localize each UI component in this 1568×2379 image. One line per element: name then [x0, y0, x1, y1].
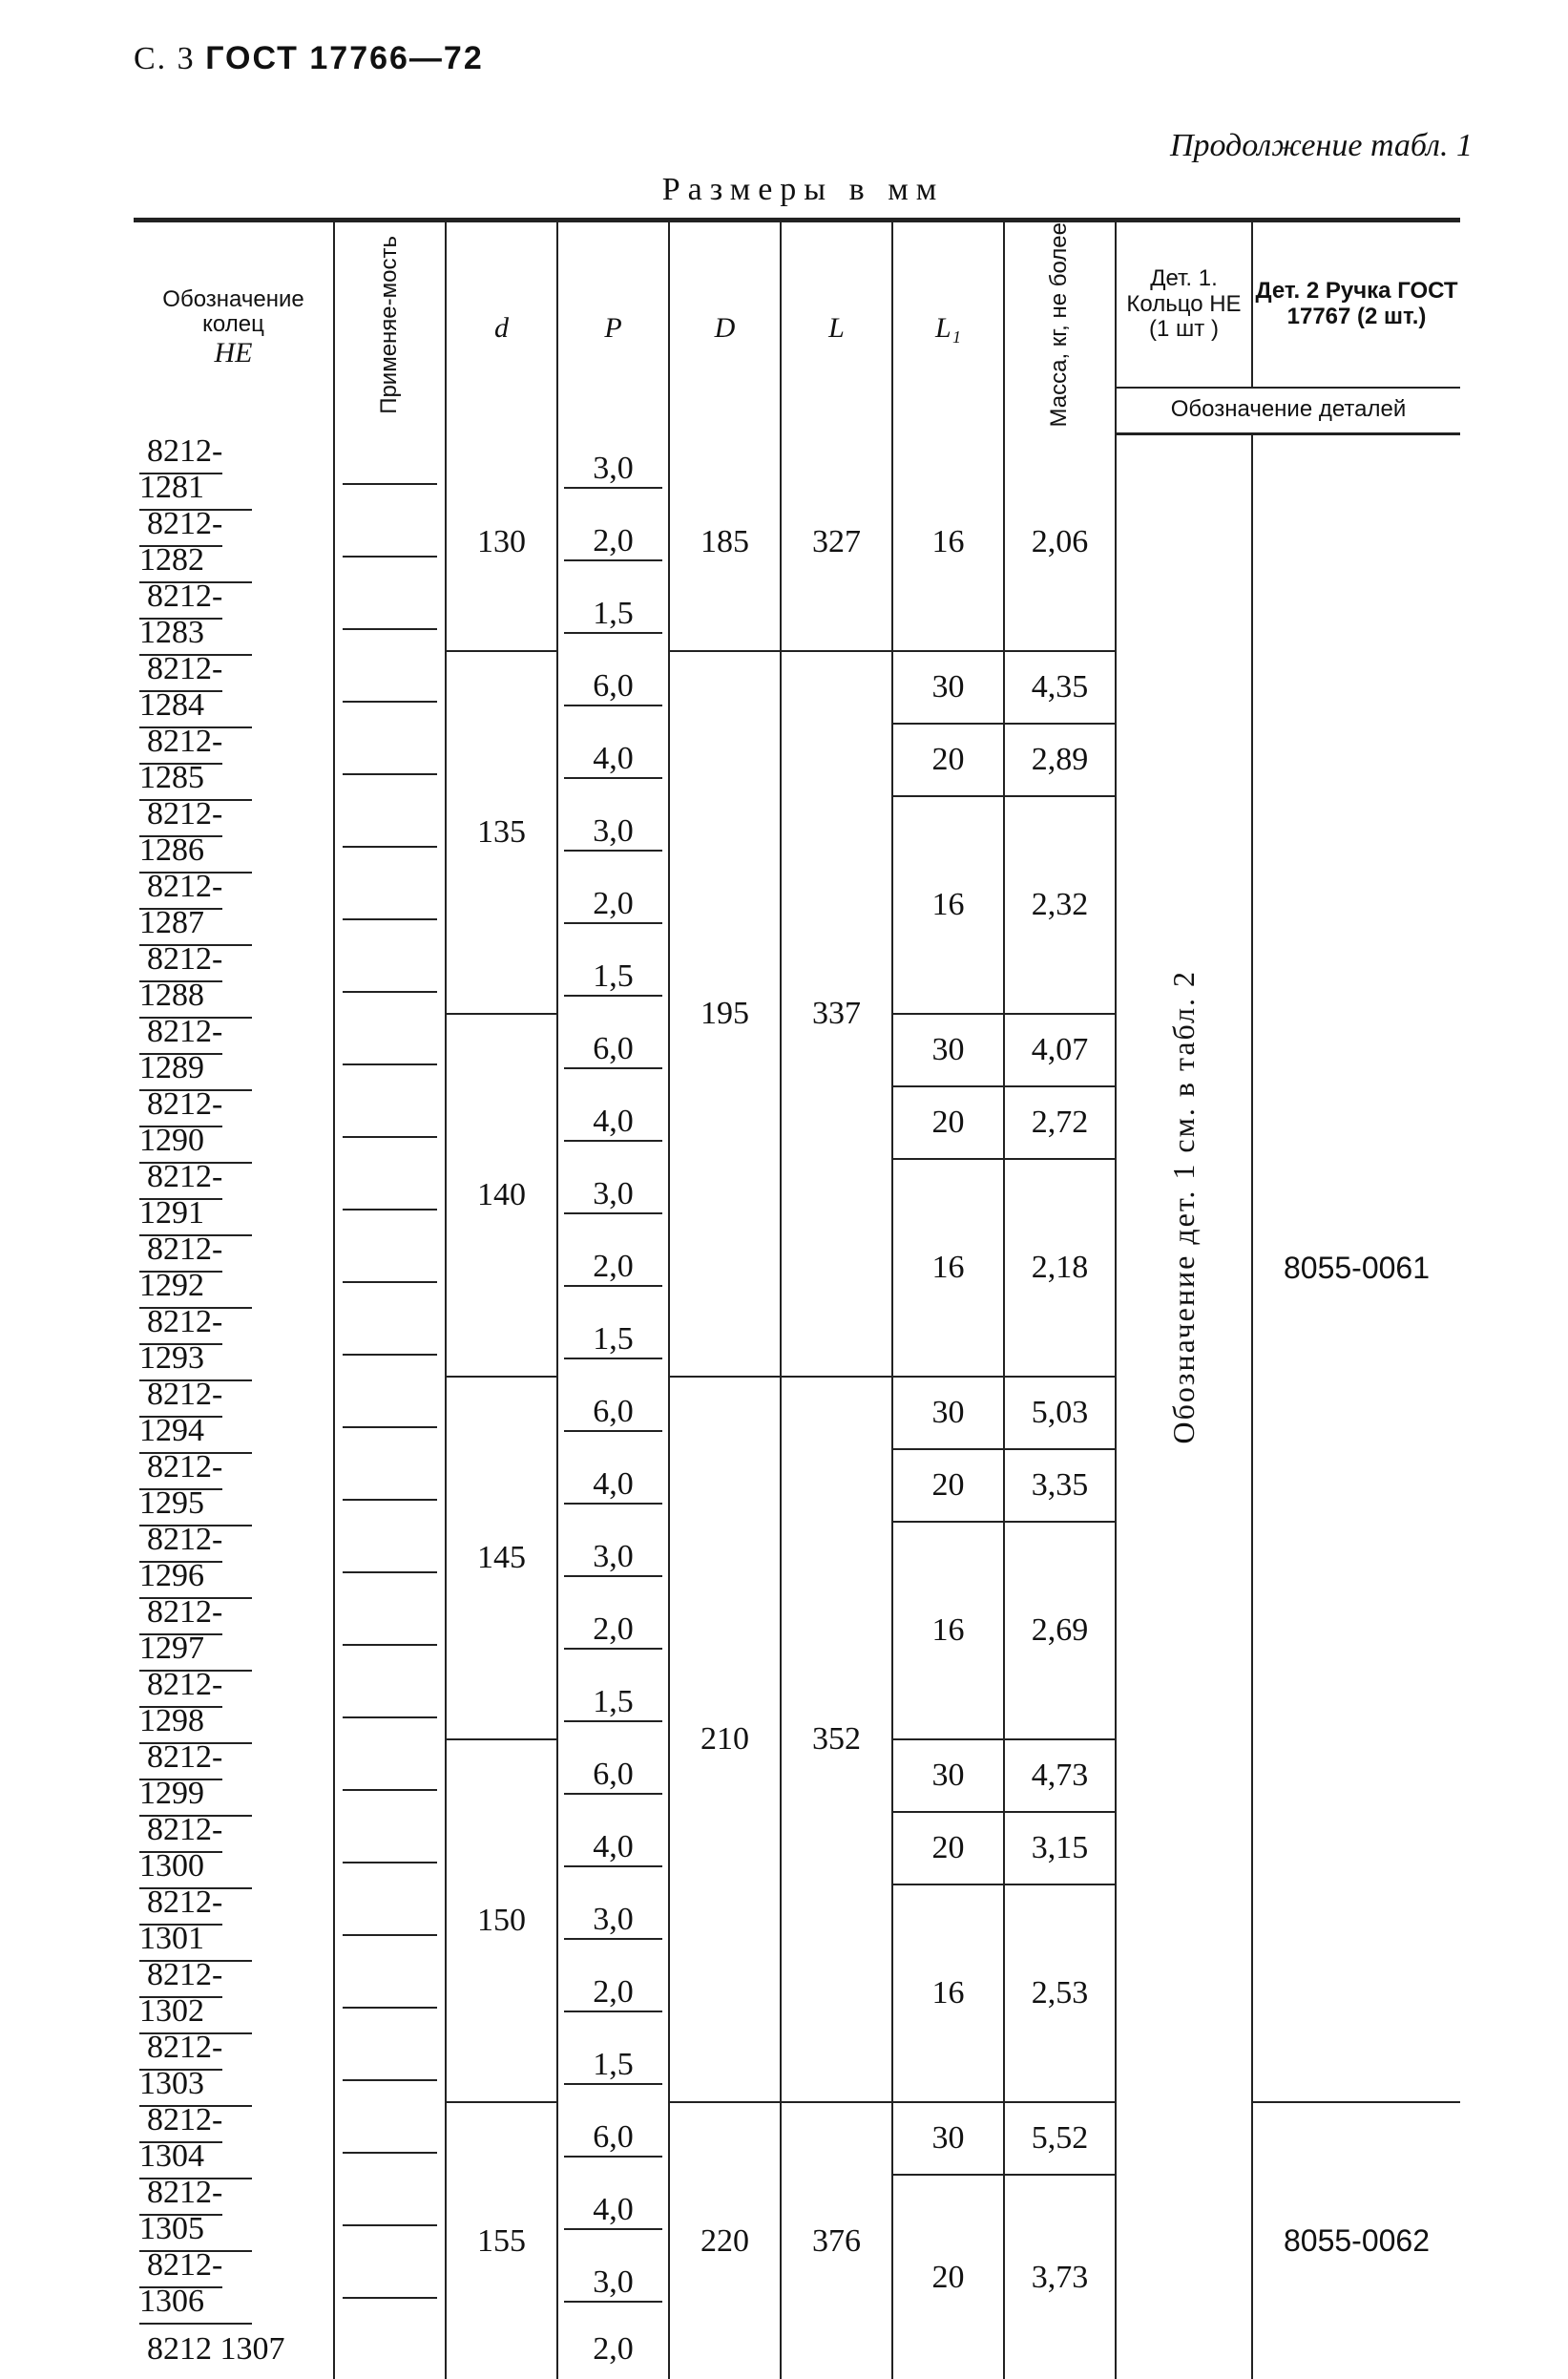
- continuation-label: Продолжение табл. 1: [1169, 128, 1473, 163]
- designation-value: 8212-1297: [139, 1594, 252, 1672]
- P-value: 1,5: [564, 1684, 662, 1722]
- cell-P: [557, 2247, 669, 2320]
- cell-designation: [134, 1086, 334, 1159]
- cell-P: [557, 2320, 669, 2379]
- cell-applicability: [334, 796, 446, 869]
- cell-applicability: [334, 1884, 446, 1957]
- col-mass: [1004, 221, 1116, 434]
- P-value: 3,0: [564, 813, 662, 852]
- designation-value: 8212-1284: [139, 651, 252, 728]
- cell-L1: 30: [892, 651, 1004, 724]
- col-det2: Дет. 2 Ручка ГОСТ 17767 (2 шт.): [1252, 221, 1460, 388]
- cell-d: 135: [446, 651, 557, 1014]
- designation-value: 8212-1281: [139, 433, 252, 511]
- cell-L1: 20: [892, 1086, 1004, 1159]
- cell-mass: 2,69: [1004, 1522, 1116, 1739]
- col-applicability: [334, 221, 446, 434]
- cell-mass: 3,15: [1004, 1812, 1116, 1884]
- designation-value: 8212-1301: [139, 1884, 252, 1962]
- col-parts-designation: Обозначение деталей: [1116, 388, 1460, 433]
- cell-P: [557, 1232, 669, 1304]
- cell-designation: [134, 2247, 334, 2320]
- cell-designation: [134, 1449, 334, 1522]
- table-body: [134, 433, 1460, 2379]
- cell-applicability: [334, 1159, 446, 1232]
- cell-designation: [134, 2030, 334, 2102]
- cell-applicability: [334, 579, 446, 651]
- designation-value: 8212-1292: [139, 1232, 252, 1309]
- cell-L: 376: [781, 2102, 892, 2379]
- cell-L1: 16: [892, 796, 1004, 1014]
- P-value: 1,5: [564, 596, 662, 634]
- designation-value: 8212-1291: [139, 1159, 252, 1236]
- P-value: 2,0: [564, 1249, 662, 1287]
- cell-P: [557, 1812, 669, 1884]
- cell-designation: [134, 433, 334, 506]
- cell-mass: 5,52: [1004, 2102, 1116, 2175]
- cell-applicability: [334, 1014, 446, 1086]
- cell-det1: [1116, 433, 1252, 2379]
- cell-det2: 8055-0061: [1252, 433, 1460, 2102]
- designation-value: 8212-1289: [139, 1014, 252, 1091]
- cell-P: [557, 651, 669, 724]
- cell-mass: 5,03: [1004, 1377, 1116, 1449]
- cell-mass: 4,07: [1004, 1014, 1116, 1086]
- cell-P: [557, 941, 669, 1014]
- page-header: [134, 40, 484, 77]
- P-value: 3,0: [564, 2264, 662, 2303]
- cell-applicability: [334, 1086, 446, 1159]
- P-value: 6,0: [564, 1394, 662, 1432]
- cell-P: [557, 1739, 669, 1812]
- designation-value: 8212-1285: [139, 724, 252, 801]
- cell-P: [557, 1522, 669, 1594]
- col-mass-label: Масса, кг, не более: [1046, 222, 1073, 428]
- cell-L: 352: [781, 1377, 892, 2102]
- det1-note: Обозначение дет. 1 см. в табл. 2: [1166, 969, 1201, 1444]
- units-caption: Размеры в мм: [661, 172, 945, 207]
- cell-applicability: [334, 1522, 446, 1594]
- cell-applicability: [334, 433, 446, 506]
- cell-P: [557, 506, 669, 579]
- cell-applicability: [334, 1232, 446, 1304]
- cell-L1: 30: [892, 2102, 1004, 2175]
- designation-value: 8212-1295: [139, 1449, 252, 1526]
- designation-value: 8212-1300: [139, 1812, 252, 1889]
- designation-value: 8212-1306: [139, 2247, 252, 2325]
- cell-mass: 3,35: [1004, 1449, 1116, 1522]
- designation-value: 8212-1303: [139, 2030, 252, 2107]
- cell-designation: [134, 1377, 334, 1449]
- cell-D: 195: [669, 651, 781, 1377]
- standard-number: ГОСТ 17766—72: [205, 40, 484, 76]
- table-header: [134, 221, 1460, 434]
- cell-P: [557, 1957, 669, 2030]
- cell-designation: [134, 1957, 334, 2030]
- table-row: [134, 433, 1460, 506]
- col-applicability-label: Применяе-мость: [376, 235, 403, 414]
- cell-designation: [134, 869, 334, 941]
- P-value: 2,0: [564, 1611, 662, 1650]
- cell-applicability: [334, 1377, 446, 1449]
- cell-applicability: [334, 2247, 446, 2320]
- cell-designation: [134, 1522, 334, 1594]
- P-value: 4,0: [564, 1104, 662, 1142]
- cell-D: 185: [669, 433, 781, 651]
- page-ref: С. 3: [134, 41, 196, 76]
- cell-designation: [134, 796, 334, 869]
- cell-P: [557, 2102, 669, 2175]
- cell-mass: 2,72: [1004, 1086, 1116, 1159]
- cell-designation: [134, 1667, 334, 1739]
- cell-L1: 20: [892, 724, 1004, 796]
- cell-P: [557, 433, 669, 506]
- designation-value: 8212-1304: [139, 2102, 252, 2179]
- cell-P: [557, 1086, 669, 1159]
- cell-designation: [134, 1884, 334, 1957]
- cell-P: [557, 1594, 669, 1667]
- cell-L1: 16: [892, 1159, 1004, 1377]
- P-value: 6,0: [564, 668, 662, 706]
- cell-applicability: [334, 2175, 446, 2247]
- cell-L1: 30: [892, 1014, 1004, 1086]
- cell-d: 130: [446, 433, 557, 651]
- cell-L1: 30: [892, 1377, 1004, 1449]
- cell-L1: 16: [892, 433, 1004, 651]
- cell-P: [557, 1449, 669, 1522]
- P-value: 2,0: [564, 523, 662, 561]
- cell-applicability: [334, 2102, 446, 2175]
- designation-value: 8212-1305: [139, 2175, 252, 2252]
- cell-P: [557, 869, 669, 941]
- cell-designation: [134, 1594, 334, 1667]
- cell-mass: 3,73: [1004, 2175, 1116, 2379]
- cell-det2: 8055-0062: [1252, 2102, 1460, 2379]
- P-value: 6,0: [564, 2119, 662, 2158]
- cell-designation: [134, 2102, 334, 2175]
- cell-L1: 30: [892, 1739, 1004, 1812]
- cell-designation: [134, 1014, 334, 1086]
- cell-D: 210: [669, 1377, 781, 2102]
- cell-P: [557, 796, 669, 869]
- cell-designation: [134, 1812, 334, 1884]
- cell-applicability: [334, 1739, 446, 1812]
- cell-applicability: [334, 1957, 446, 2030]
- P-value: 4,0: [564, 1466, 662, 1505]
- cell-applicability: [334, 2030, 446, 2102]
- P-value: 4,0: [564, 1829, 662, 1867]
- cell-designation: [134, 1304, 334, 1377]
- P-value: 3,0: [564, 1539, 662, 1577]
- col-L1: L₁: [892, 221, 1004, 434]
- cell-applicability: [334, 1449, 446, 1522]
- col-det1: Дет. 1. Кольцо НЕ (1 шт ): [1116, 221, 1252, 388]
- P-value: 1,5: [564, 1321, 662, 1359]
- P-value: 1,5: [564, 2047, 662, 2085]
- cell-applicability: [334, 941, 446, 1014]
- cell-applicability: [334, 1667, 446, 1739]
- cell-designation: [134, 579, 334, 651]
- designation-value: 8212-1293: [139, 1304, 252, 1381]
- cell-mass: 2,32: [1004, 796, 1116, 1014]
- cell-applicability: [334, 2320, 446, 2379]
- col-designation-label: Обозначение колец: [162, 285, 304, 338]
- cell-mass: 2,06: [1004, 433, 1116, 651]
- cell-applicability: [334, 651, 446, 724]
- P-value: 2,0: [564, 886, 662, 924]
- cell-designation: [134, 1232, 334, 1304]
- P-value: 2,0: [564, 1974, 662, 2012]
- col-P: P: [557, 221, 669, 434]
- designation-value: 8212-1283: [139, 579, 252, 656]
- cell-d: 150: [446, 1739, 557, 2102]
- cell-d: 155: [446, 2102, 557, 2379]
- cell-P: [557, 1304, 669, 1377]
- cell-mass: 2,18: [1004, 1159, 1116, 1377]
- col-L: L: [781, 221, 892, 434]
- col-designation-sub: НЕ: [214, 337, 253, 369]
- cell-d: 145: [446, 1377, 557, 1739]
- cell-P: [557, 1014, 669, 1086]
- cell-applicability: [334, 1594, 446, 1667]
- cell-designation: [134, 2320, 334, 2379]
- P-value: 6,0: [564, 1031, 662, 1069]
- cell-L1: 16: [892, 1884, 1004, 2102]
- cell-mass: 2,53: [1004, 1884, 1116, 2102]
- cell-mass: 4,35: [1004, 651, 1116, 724]
- cell-P: [557, 579, 669, 651]
- cell-L: 337: [781, 651, 892, 1377]
- cell-designation: [134, 1159, 334, 1232]
- cell-mass: 4,73: [1004, 1739, 1116, 1812]
- cell-D: 220: [669, 2102, 781, 2379]
- cell-designation: [134, 506, 334, 579]
- P-value: 1,5: [564, 958, 662, 997]
- cell-designation: [134, 2175, 334, 2247]
- cell-L1: 20: [892, 1449, 1004, 1522]
- col-designation: [134, 221, 334, 434]
- designation-value: 8212-1299: [139, 1739, 252, 1817]
- cell-P: [557, 1377, 669, 1449]
- P-value: 3,0: [564, 1176, 662, 1214]
- cell-designation: [134, 724, 334, 796]
- cell-designation: [134, 1739, 334, 1812]
- cell-P: [557, 2030, 669, 2102]
- cell-L1: 20: [892, 2175, 1004, 2379]
- designation-value: 8212-1302: [139, 1957, 252, 2034]
- col-d: d: [446, 221, 557, 434]
- cell-mass: 2,89: [1004, 724, 1116, 796]
- cell-L1: 20: [892, 1812, 1004, 1884]
- cell-L: 327: [781, 433, 892, 651]
- cell-P: [557, 2175, 669, 2247]
- cell-applicability: [334, 724, 446, 796]
- cell-designation: [134, 941, 334, 1014]
- dimensions-table: [134, 218, 1460, 2379]
- P-value: 4,0: [564, 741, 662, 779]
- cell-d: 140: [446, 1014, 557, 1377]
- designation-value: 8212-1298: [139, 1667, 252, 1744]
- designation-value: 8212-1282: [139, 506, 252, 583]
- P-value: 2,0: [593, 2331, 634, 2368]
- P-value: 6,0: [564, 1757, 662, 1795]
- P-value: 3,0: [564, 1902, 662, 1940]
- P-value: 3,0: [564, 451, 662, 489]
- cell-L1: 16: [892, 1522, 1004, 1739]
- cell-P: [557, 1884, 669, 1957]
- designation-value: 8212-1287: [139, 869, 252, 946]
- P-value: 4,0: [564, 2192, 662, 2230]
- cell-P: [557, 1159, 669, 1232]
- cell-applicability: [334, 506, 446, 579]
- table-row: [134, 2102, 1460, 2175]
- cell-applicability: [334, 1812, 446, 1884]
- designation-value: 8212-1288: [139, 941, 252, 1019]
- cell-P: [557, 724, 669, 796]
- designation-value: 8212-1296: [139, 1522, 252, 1599]
- cell-P: [557, 1667, 669, 1739]
- designation-value: 8212-1290: [139, 1086, 252, 1164]
- cell-applicability: [334, 869, 446, 941]
- designation-value: 8212-1286: [139, 796, 252, 874]
- designation-value: 8212 1307: [147, 2331, 285, 2368]
- designation-value: 8212-1294: [139, 1377, 252, 1454]
- cell-designation: [134, 651, 334, 724]
- col-D: D: [669, 221, 781, 434]
- cell-applicability: [334, 1304, 446, 1377]
